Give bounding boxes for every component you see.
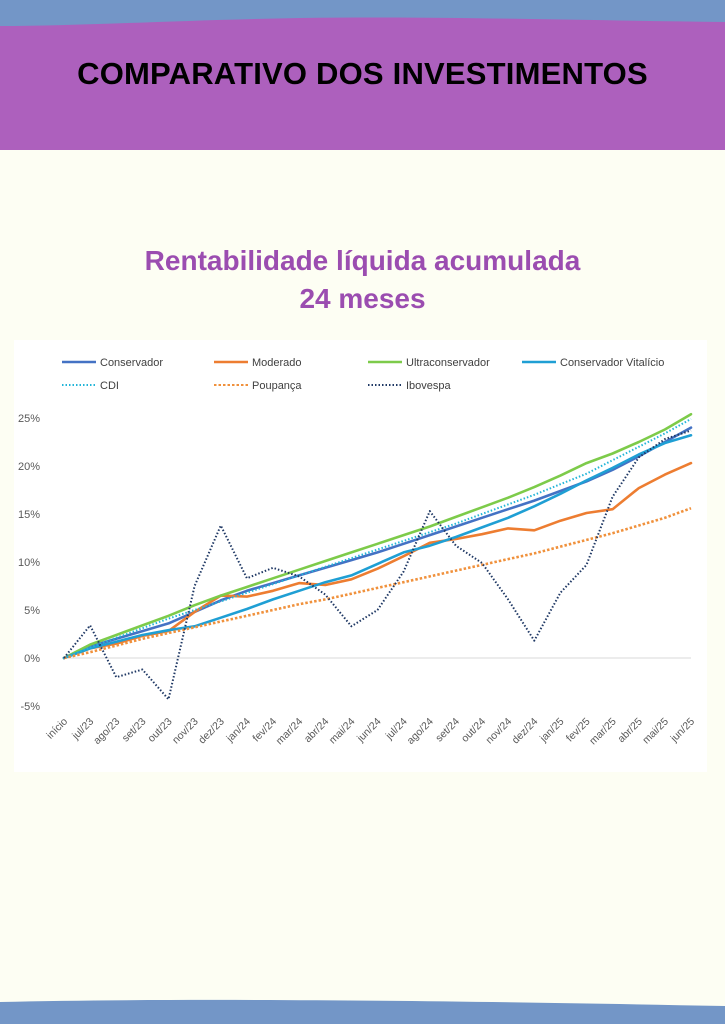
series-line [64,508,691,658]
y-tick-label: 10% [17,557,40,569]
x-tick-label: ago/24 [404,715,436,747]
series-line [64,435,691,658]
x-tick-label: mai/24 [326,715,358,747]
y-tick-label: 25% [17,413,40,425]
x-tick-label: out/24 [458,715,489,745]
x-tick-label: jun/24 [354,715,384,745]
x-tick-label: mar/25 [587,715,619,748]
y-tick-label: 0% [24,653,40,665]
legend-label: Conservador Vitalício [560,357,665,369]
legend-label: Poupança [252,380,302,392]
x-tick-label: jan/25 [537,715,567,745]
y-tick-label: 5% [24,605,40,617]
x-tick-label: fev/25 [563,715,593,745]
legend-label: Ibovespa [406,380,451,392]
x-tick-label: início [44,715,71,742]
x-tick-label: jul/24 [383,715,410,742]
legend-label: Conservador [100,357,163,369]
line-chart [14,340,707,772]
x-tick-label: abr/25 [615,715,645,746]
x-tick-label: jan/24 [224,715,253,745]
legend-label: Moderado [252,357,302,369]
x-tick-label: ago/23 [91,715,123,747]
x-tick-label: nov/23 [169,715,201,747]
y-tick-label: -5% [20,701,40,713]
x-tick-label: dez/24 [509,715,541,747]
x-tick-label: jul/23 [70,715,97,742]
series-line [64,463,691,658]
x-tick-label: nov/24 [483,715,515,747]
x-tick-label: set/23 [119,715,149,745]
legend-label: CDI [100,380,119,392]
page-title: COMPARATIVO DOS INVESTIMENTOS [77,56,648,91]
chart-heading-line2: 24 meses [299,283,426,314]
chart-heading-line1: Rentabilidade líquida acumulada [144,245,581,276]
x-tick-label: mai/25 [640,715,671,747]
chart-heading [0,242,725,318]
chart-svg [14,340,707,772]
x-tick-label: fev/24 [250,715,280,745]
x-tick-label: jun/25 [668,715,698,745]
footer-wave-stripe [0,998,725,1024]
y-tick-label: 20% [17,461,40,473]
header-wave-stripe [0,0,725,28]
x-tick-label: dez/23 [196,715,227,747]
y-tick-label: 15% [17,509,40,521]
x-tick-label: abr/24 [301,715,332,746]
legend-label: Ultraconservador [406,357,490,369]
x-tick-label: out/23 [145,715,175,745]
x-tick-label: set/24 [433,715,462,745]
x-tick-label: mar/24 [273,715,306,748]
